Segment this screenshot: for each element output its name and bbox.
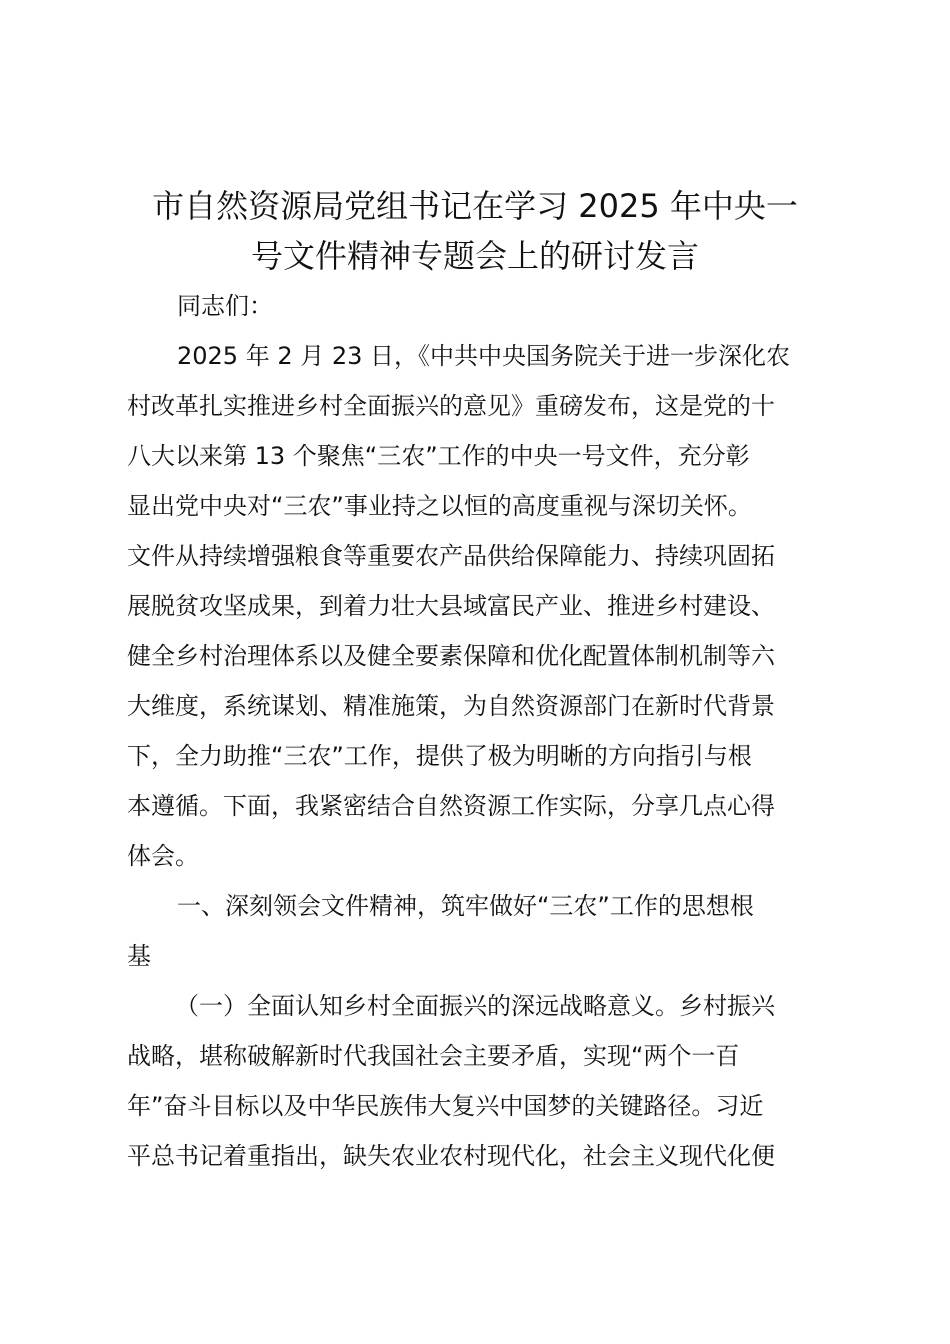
paragraph-2-line: 年”奋斗目标以及中华民族伟大复兴中国梦的关键路径。习近 [127,1092,764,1120]
document-title-line-1: 市自然资源局党组书记在学习 2025 年中央一 [152,187,798,225]
section-heading-line: 一、深刻领会文件精神，筑牢做好“三农”工作的思想根 [177,892,754,920]
paragraph-2-line: 平总书记着重指出，缺失农业农村现代化，社会主义现代化便 [127,1142,775,1170]
paragraph-2-line: （一）全面认知乡村全面振兴的深远战略意义。乡村振兴 [175,992,775,1020]
document-title-line-2: 号文件精神专题会上的研讨发言 [250,237,699,275]
paragraph-1-line: 健全乡村治理体系以及健全要素保障和优化配置体制机制等六 [127,642,775,670]
paragraph-1-line: 展脱贫攻坚成果，到着力壮大县域富民产业、推进乡村建设、 [127,592,775,620]
paragraph-1-line: 本遵循。下面，我紧密结合自然资源工作实际，分享几点心得 [127,792,775,820]
paragraph-1-line: 八大以来第 13 个聚焦“三农”工作的中央一号文件，充分彰 [127,442,750,470]
section-heading-line: 基 [127,942,151,970]
greeting: 同志们： [177,292,273,320]
paragraph-1-line: 2025 年 2 月 23 日，《中共中央国务院关于进一步深化农 [177,342,791,370]
paragraph-1-line: 村改革扎实推进乡村全面振兴的意见》重磅发布，这是党的十 [127,392,775,420]
paragraph-1-line: 体会。 [127,842,199,870]
paragraph-1-line: 显出党中央对“三农”事业持之以恒的高度重视与深切关怀。 [127,492,752,520]
paragraph-1-line: 下，全力助推“三农”工作，提供了极为明晰的方向指引与根 [127,742,752,770]
paragraph-1-line: 文件从持续增强粮食等重要农产品供给保障能力、持续巩固拓 [127,542,775,570]
paragraph-1-line: 大维度，系统谋划、精准施策，为自然资源部门在新时代背景 [127,692,775,720]
paragraph-2-line: 战略，堪称破解新时代我国社会主要矛盾，实现“两个一百 [127,1042,740,1070]
